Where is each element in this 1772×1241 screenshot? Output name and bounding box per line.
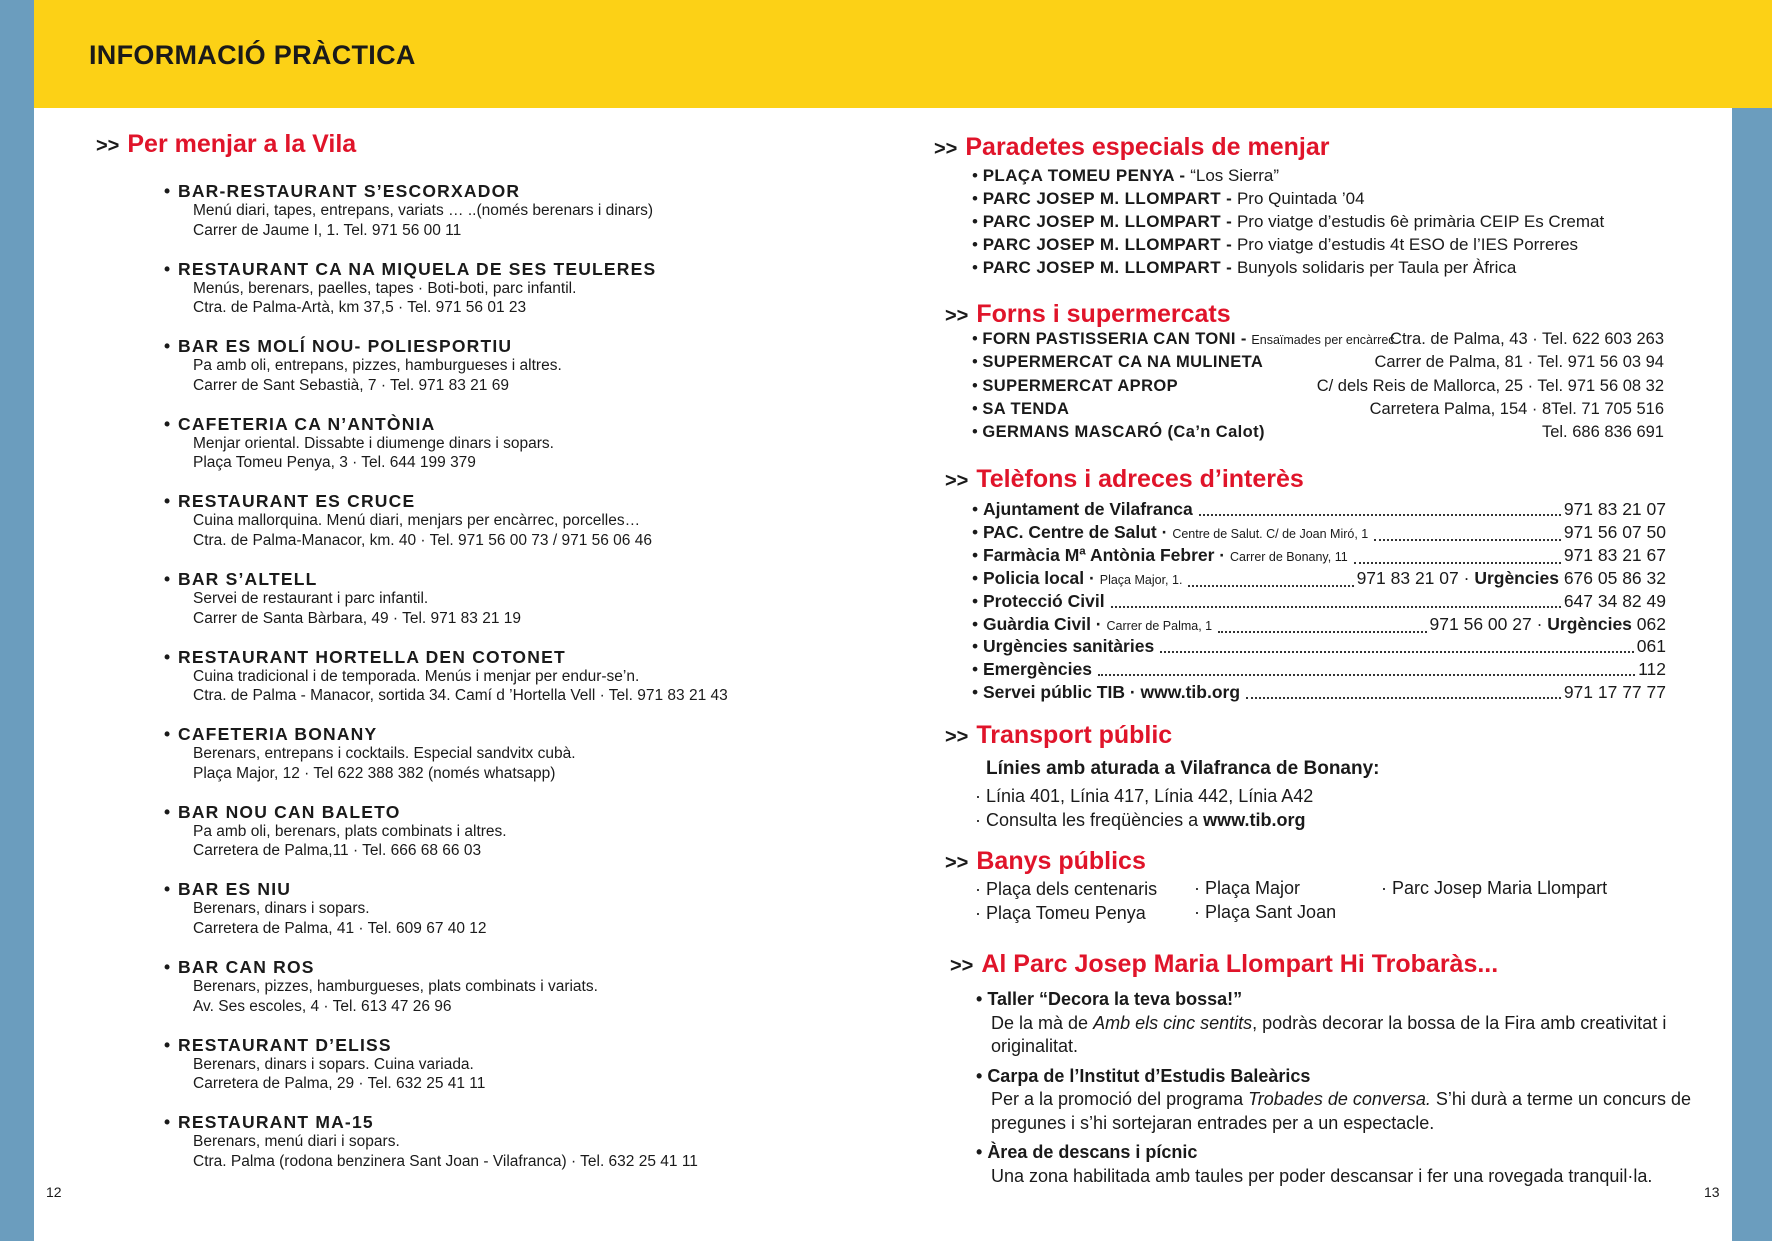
tel-row-policia (972, 567, 1666, 592)
venue-item (178, 802, 798, 861)
venue-name: • BAR ES NIU (178, 879, 798, 899)
paradeta-who: Pro viatge d’estudis 4t ESO de l’IES Porreres (1236, 235, 1579, 254)
forn-name-wrap (972, 330, 1395, 348)
section-title-menjar: >> Per menjar a la Vila (96, 130, 357, 158)
section-title-banys: >> Banys públics (945, 847, 1146, 875)
venue-address: Carretera de Palma,11 · Tel. 666 68 66 03 (193, 842, 482, 860)
tel-number[interactable]: 971 56 00 27 · (1429, 613, 1543, 634)
paradeta-place: PARC JOSEP M. LLOMPART - (982, 258, 1233, 277)
tel-extra-number[interactable]: 676 05 86 32 (1563, 567, 1666, 588)
venue-name: • BAR-RESTAURANT S’ESCORXADOR (178, 181, 798, 201)
tel-row-ajuntament (972, 498, 1666, 521)
tel-label (972, 659, 1092, 679)
paradeta-item (972, 164, 1279, 187)
arrow-icon: >> (934, 138, 958, 160)
dot-leader (1111, 606, 1561, 608)
tel-row-urgencies (972, 635, 1666, 658)
tel-number-wrap (1357, 567, 1666, 590)
venue-name: • CAFETERIA CA N’ANTÒNIA (178, 414, 798, 434)
venue-item (178, 1112, 798, 1171)
tel-number[interactable]: 112 (1638, 659, 1666, 680)
tel-name: PAC. Centre de Salut · (983, 521, 1168, 542)
dot-leader (1098, 674, 1635, 676)
dot-leader (1199, 514, 1561, 516)
page-number-right: 13 (1704, 1184, 1720, 1200)
dot-leader (1218, 631, 1427, 633)
venue-description: Berenars, entrepans i cocktails. Especial sandvitx cubà. (193, 745, 576, 763)
paradeta-place: PLAÇA TOMEU PENYA - (982, 166, 1186, 185)
section-title-forns: >> Forns i supermercats (945, 300, 1231, 328)
venue-description: Berenars, dinars i sopars. (193, 900, 370, 918)
venue-address: Plaça Tomeu Penya, 3 · Tel. 644 199 379 (193, 454, 476, 472)
venue-description: Cuina mallorquina. Menú diari, menjars per encàrrec, porcelles… (193, 512, 641, 530)
forn-name-wrap (972, 353, 1263, 371)
tel-label (972, 682, 1240, 702)
tel-detail: Centre de Salut. C/ de Joan Miró, 1 (1172, 526, 1369, 541)
tel-label (972, 614, 1212, 634)
tel-label (972, 545, 1348, 565)
parc-item-text: De la mà de Amb els cinc sentits, podràs decorar la bossa de la Fira amb creativitat i originalitat. (991, 1012, 1667, 1056)
tel-number[interactable]: 647 34 82 49 (1563, 590, 1666, 611)
tel-label (972, 522, 1368, 542)
paradeta-item (972, 233, 1578, 256)
forn-name-wrap (972, 400, 1069, 418)
venue-name: • RESTAURANT CA NA MIQUELA DE SES TEULERES (178, 259, 798, 279)
venue-address: Plaça Major, 12 · Tel 622 388 382 (només whatsapp) (193, 764, 556, 782)
tel-number-wrap (1637, 635, 1666, 658)
arrow-icon: >> (945, 470, 969, 492)
venue-address: Carrer de Sant Sebastià, 7 · Tel. 971 83 21 69 (193, 376, 509, 394)
forn-address: Tel. 686 836 691 (1541, 423, 1664, 442)
arrow-icon: >> (96, 135, 120, 157)
bany-item: · Plaça Tomeu Penya (975, 903, 1146, 923)
section-title-paradetes: >> Paradetes especials de menjar (934, 133, 1330, 161)
tel-number-wrap (1564, 544, 1666, 567)
venue-description: Cuina tradicional i de temporada. Menús i menjar per endur-se’n. (193, 667, 640, 685)
forn-address: Carrer de Palma, 81 · Tel. 971 56 03 94 (1374, 353, 1664, 372)
tel-name: Ajuntament de Vilafranca (983, 499, 1193, 519)
venue-description: Menús, berenars, paelles, tapes · Boti-boti, parc infantil. (193, 279, 577, 297)
arrow-icon: >> (945, 305, 969, 327)
venue-item (178, 957, 798, 1016)
dot-leader (1160, 651, 1634, 653)
tel-row-emergencies (972, 658, 1666, 681)
forn-name: SA TENDA (982, 399, 1070, 418)
arrow-icon: >> (945, 852, 969, 874)
paradeta-item (972, 210, 1604, 233)
bany-item: · Plaça dels centenaris (975, 879, 1158, 899)
tel-number-wrap (1564, 498, 1666, 521)
tel-row-tib (972, 681, 1666, 704)
tel-number-wrap (1564, 590, 1666, 613)
venue-item (178, 724, 798, 783)
venue-description: Menjar oriental. Dissabte i diumenge dinars i sopars. (193, 434, 554, 452)
forn-name-wrap (972, 423, 1265, 441)
tel-number[interactable]: 061 (1636, 636, 1666, 657)
section-title-parc: >> Al Parc Josep Maria Llompart Hi Trobaràs... (950, 950, 1499, 978)
paradeta-item (972, 256, 1516, 279)
venue-item (178, 491, 798, 550)
paradeta-who: Pro Quintada ’04 (1236, 189, 1365, 208)
tel-number-wrap (1564, 681, 1666, 704)
parc-list (976, 988, 1706, 1188)
tel-label (972, 568, 1182, 588)
tel-row-pac (972, 521, 1666, 546)
forn-item (972, 375, 1664, 399)
forn-name: GERMANS MASCARÓ (Ca’n Calot) (982, 423, 1265, 442)
venue-item (178, 259, 798, 318)
venue-description: Berenars, pizzes, hamburgueses, plats combinats i variats. (193, 978, 598, 995)
arrow-icon: >> (950, 955, 974, 977)
tel-name: Urgències sanitàries (983, 636, 1155, 657)
tel-number[interactable]: 971 83 21 07 · (1356, 567, 1470, 588)
bany-item: · Parc Josep Maria Llompart (1381, 878, 1608, 898)
venue-item (178, 336, 798, 395)
venue-name: • RESTAURANT ES CRUCE (178, 491, 798, 511)
dot-leader (1188, 585, 1354, 587)
forn-item (972, 421, 1664, 445)
dot-leader (1374, 539, 1561, 541)
dot-leader (1354, 562, 1561, 564)
venue-address: Ctra. Palma (rodona benzinera Sant Joan - Vilafranca) · Tel. 632 25 41 11 (193, 1152, 698, 1170)
page-title: INFORMACIÓ PRÀCTICA (89, 40, 416, 70)
venue-item (178, 647, 798, 706)
paradeta-place: PARC JOSEP M. LLOMPART - (982, 235, 1233, 254)
arrow-icon: >> (945, 726, 969, 748)
tib-link[interactable]: www.tib.org (1203, 810, 1306, 830)
tel-label (972, 636, 1154, 656)
venue-name: • BAR NOU CAN BALETO (178, 802, 798, 822)
tel-name: Protecció Civil (983, 590, 1105, 611)
forn-item (972, 398, 1664, 422)
page-number-left: 12 (46, 1184, 62, 1200)
tel-name: Guàrdia Civil · (983, 613, 1102, 634)
venue-address: Av. Ses escoles, 4 · Tel. 613 47 26 96 (193, 997, 452, 1015)
tel-name: Emergències (983, 659, 1092, 680)
venue-address: Ctra. de Palma - Manacor, sortida 34. Camí d ’Hortella Vell · Tel. 971 83 21 43 (193, 687, 728, 705)
tel-extra-label: Urgències (1474, 567, 1559, 588)
venue-name: • BAR CAN ROS (178, 957, 798, 977)
tel-number-wrap (1430, 613, 1666, 636)
tel-number-wrap (1564, 521, 1666, 544)
transport-subtitle: Línies amb aturada a Vilafranca de Bonany: (986, 758, 1380, 779)
venue-name: • RESTAURANT D’ELISS (178, 1035, 798, 1055)
forn-item (972, 351, 1664, 375)
parc-item-title: • Taller “Decora la teva bossa!” (976, 988, 1706, 1012)
venue-address: Ctra. de Palma-Artà, km 37,5 · Tel. 971 56 01 23 (193, 299, 527, 317)
tel-detail: Plaça Major, 1. (1099, 572, 1183, 587)
venue-address: Carrer de Jaume I, 1. Tel. 971 56 00 11 (193, 221, 462, 239)
tel-detail: Carrer de Bonany, 11 (1230, 549, 1348, 564)
header-band (34, 0, 1772, 108)
venue-item (178, 569, 798, 628)
forn-address: C/ dels Reis de Mallorca, 25 · Tel. 971 56 08 32 (1316, 376, 1664, 395)
venue-description: Menú diari, tapes, entrepans, variats … ..(només berenars i dinars) (193, 202, 654, 219)
venue-description: Berenars, menú diari i sopars. (193, 1133, 400, 1151)
venue-item (178, 1035, 798, 1094)
forn-address: Carretera Palma, 154 · 8Tel. 71 705 516 (1369, 399, 1664, 418)
venue-address: Ctra. de Palma-Manacor, km. 40 · Tel. 971 56 00 73 / 971 56 06 46 (193, 531, 652, 549)
paradeta-item (972, 187, 1365, 210)
tel-label (972, 499, 1193, 519)
tel-number[interactable]: 971 83 21 07 (1563, 499, 1666, 519)
venue-name: • RESTAURANT MA-15 (178, 1112, 798, 1132)
forn-note: Ensaïmades per encàrrec (1251, 333, 1395, 347)
parc-item-text: Una zona habilitada amb taules per poder descansar i fer una rovegada tranquil·la. (991, 1165, 1653, 1186)
tel-name: Policia local · (983, 567, 1095, 588)
venue-name: • BAR ES MOLÍ NOU- POLIESPORTIU (178, 336, 798, 356)
forn-item (972, 328, 1664, 352)
tel-detail: Carrer de Palma, 1 (1106, 618, 1213, 633)
tel-name: Farmàcia Mª Antònia Febrer · (983, 544, 1226, 565)
forn-name: FORN PASTISSERIA CAN TONI - (982, 330, 1247, 348)
venue-name: • RESTAURANT HORTELLA DEN COTONET (178, 647, 798, 667)
bany-item: · Plaça Sant Joan (1194, 902, 1337, 922)
paradeta-who: “Los Sierra” (1190, 166, 1280, 185)
venue-description: Pa amb oli, berenars, plats combinats i altres. (193, 822, 507, 840)
section-title-telefons: >> Telèfons i adreces d’interès (945, 465, 1304, 493)
tel-row-farmacia (972, 544, 1666, 569)
section-title-transport: >> Transport públic (945, 721, 1173, 749)
venue-address: Carretera de Palma, 29 · Tel. 632 25 41 11 (193, 1075, 486, 1093)
tel-extra-number[interactable]: 062 (1636, 613, 1666, 634)
venue-item (178, 879, 798, 938)
venue-description: Pa amb oli, entrepans, pizzes, hamburgueses i altres. (193, 357, 562, 375)
transport-lines: · Línia 401, Línia 417, Línia 442, Línia A42 (975, 786, 1314, 806)
forn-name: SUPERMERCAT CA NA MULINETA (982, 353, 1264, 372)
forn-name: SUPERMERCAT APROP (982, 376, 1179, 395)
venue-item (178, 181, 798, 240)
dot-leader (1246, 697, 1561, 699)
tel-number-wrap (1638, 658, 1666, 681)
parc-item-text: Per a la promoció del programa Trobades de conversa. S’hi durà a terme un concurs de pregunes i s’hi sortejaran entrades per a un espectacle. (991, 1089, 1692, 1133)
venue-description: Berenars, dinars i sopars. Cuina variada. (193, 1055, 474, 1073)
tel-number[interactable]: 971 56 07 50 (1563, 521, 1666, 542)
parc-item-title: • Carpa de l’Institut d’Estudis Baleàrics (976, 1065, 1706, 1089)
paradeta-place: PARC JOSEP M. LLOMPART - (982, 189, 1233, 208)
venue-item (178, 414, 798, 473)
forn-address: Ctra. de Palma, 43 · Tel. 622 603 263 (1390, 330, 1664, 348)
venue-name: • CAFETERIA BONANY (178, 724, 798, 744)
parc-item-title: • Àrea de descans i pícnic (976, 1141, 1706, 1165)
paradeta-who: Pro viatge d’estudis 6è primària CEIP Es Cremat (1236, 212, 1605, 231)
tel-row-proteccio (972, 590, 1666, 613)
tel-row-guardia (972, 613, 1666, 638)
tel-number[interactable]: 971 17 77 77 (1563, 682, 1666, 703)
forn-name-wrap (972, 377, 1178, 395)
paradeta-place: PARC JOSEP M. LLOMPART - (982, 212, 1233, 231)
venue-name: • BAR S’ALTELL (178, 569, 798, 589)
bany-item: · Plaça Major (1194, 878, 1301, 898)
tel-name: Servei públic TIB · www.tib.org (983, 682, 1241, 703)
tel-label (972, 591, 1105, 611)
venue-address: Carrer de Santa Bàrbara, 49 · Tel. 971 83 21 19 (193, 609, 522, 627)
venue-address: Carretera de Palma, 41 · Tel. 609 67 40 12 (193, 919, 487, 937)
tel-extra-label: Urgències (1547, 613, 1632, 634)
tel-number[interactable]: 971 83 21 67 (1563, 544, 1666, 565)
transport-consult: · Consulta les freqüències a www.tib.org (975, 810, 1306, 830)
venue-description: Servei de restaurant i parc infantil. (193, 590, 429, 607)
paradeta-who: Bunyols solidaris per Taula per Àfrica (1236, 258, 1517, 277)
